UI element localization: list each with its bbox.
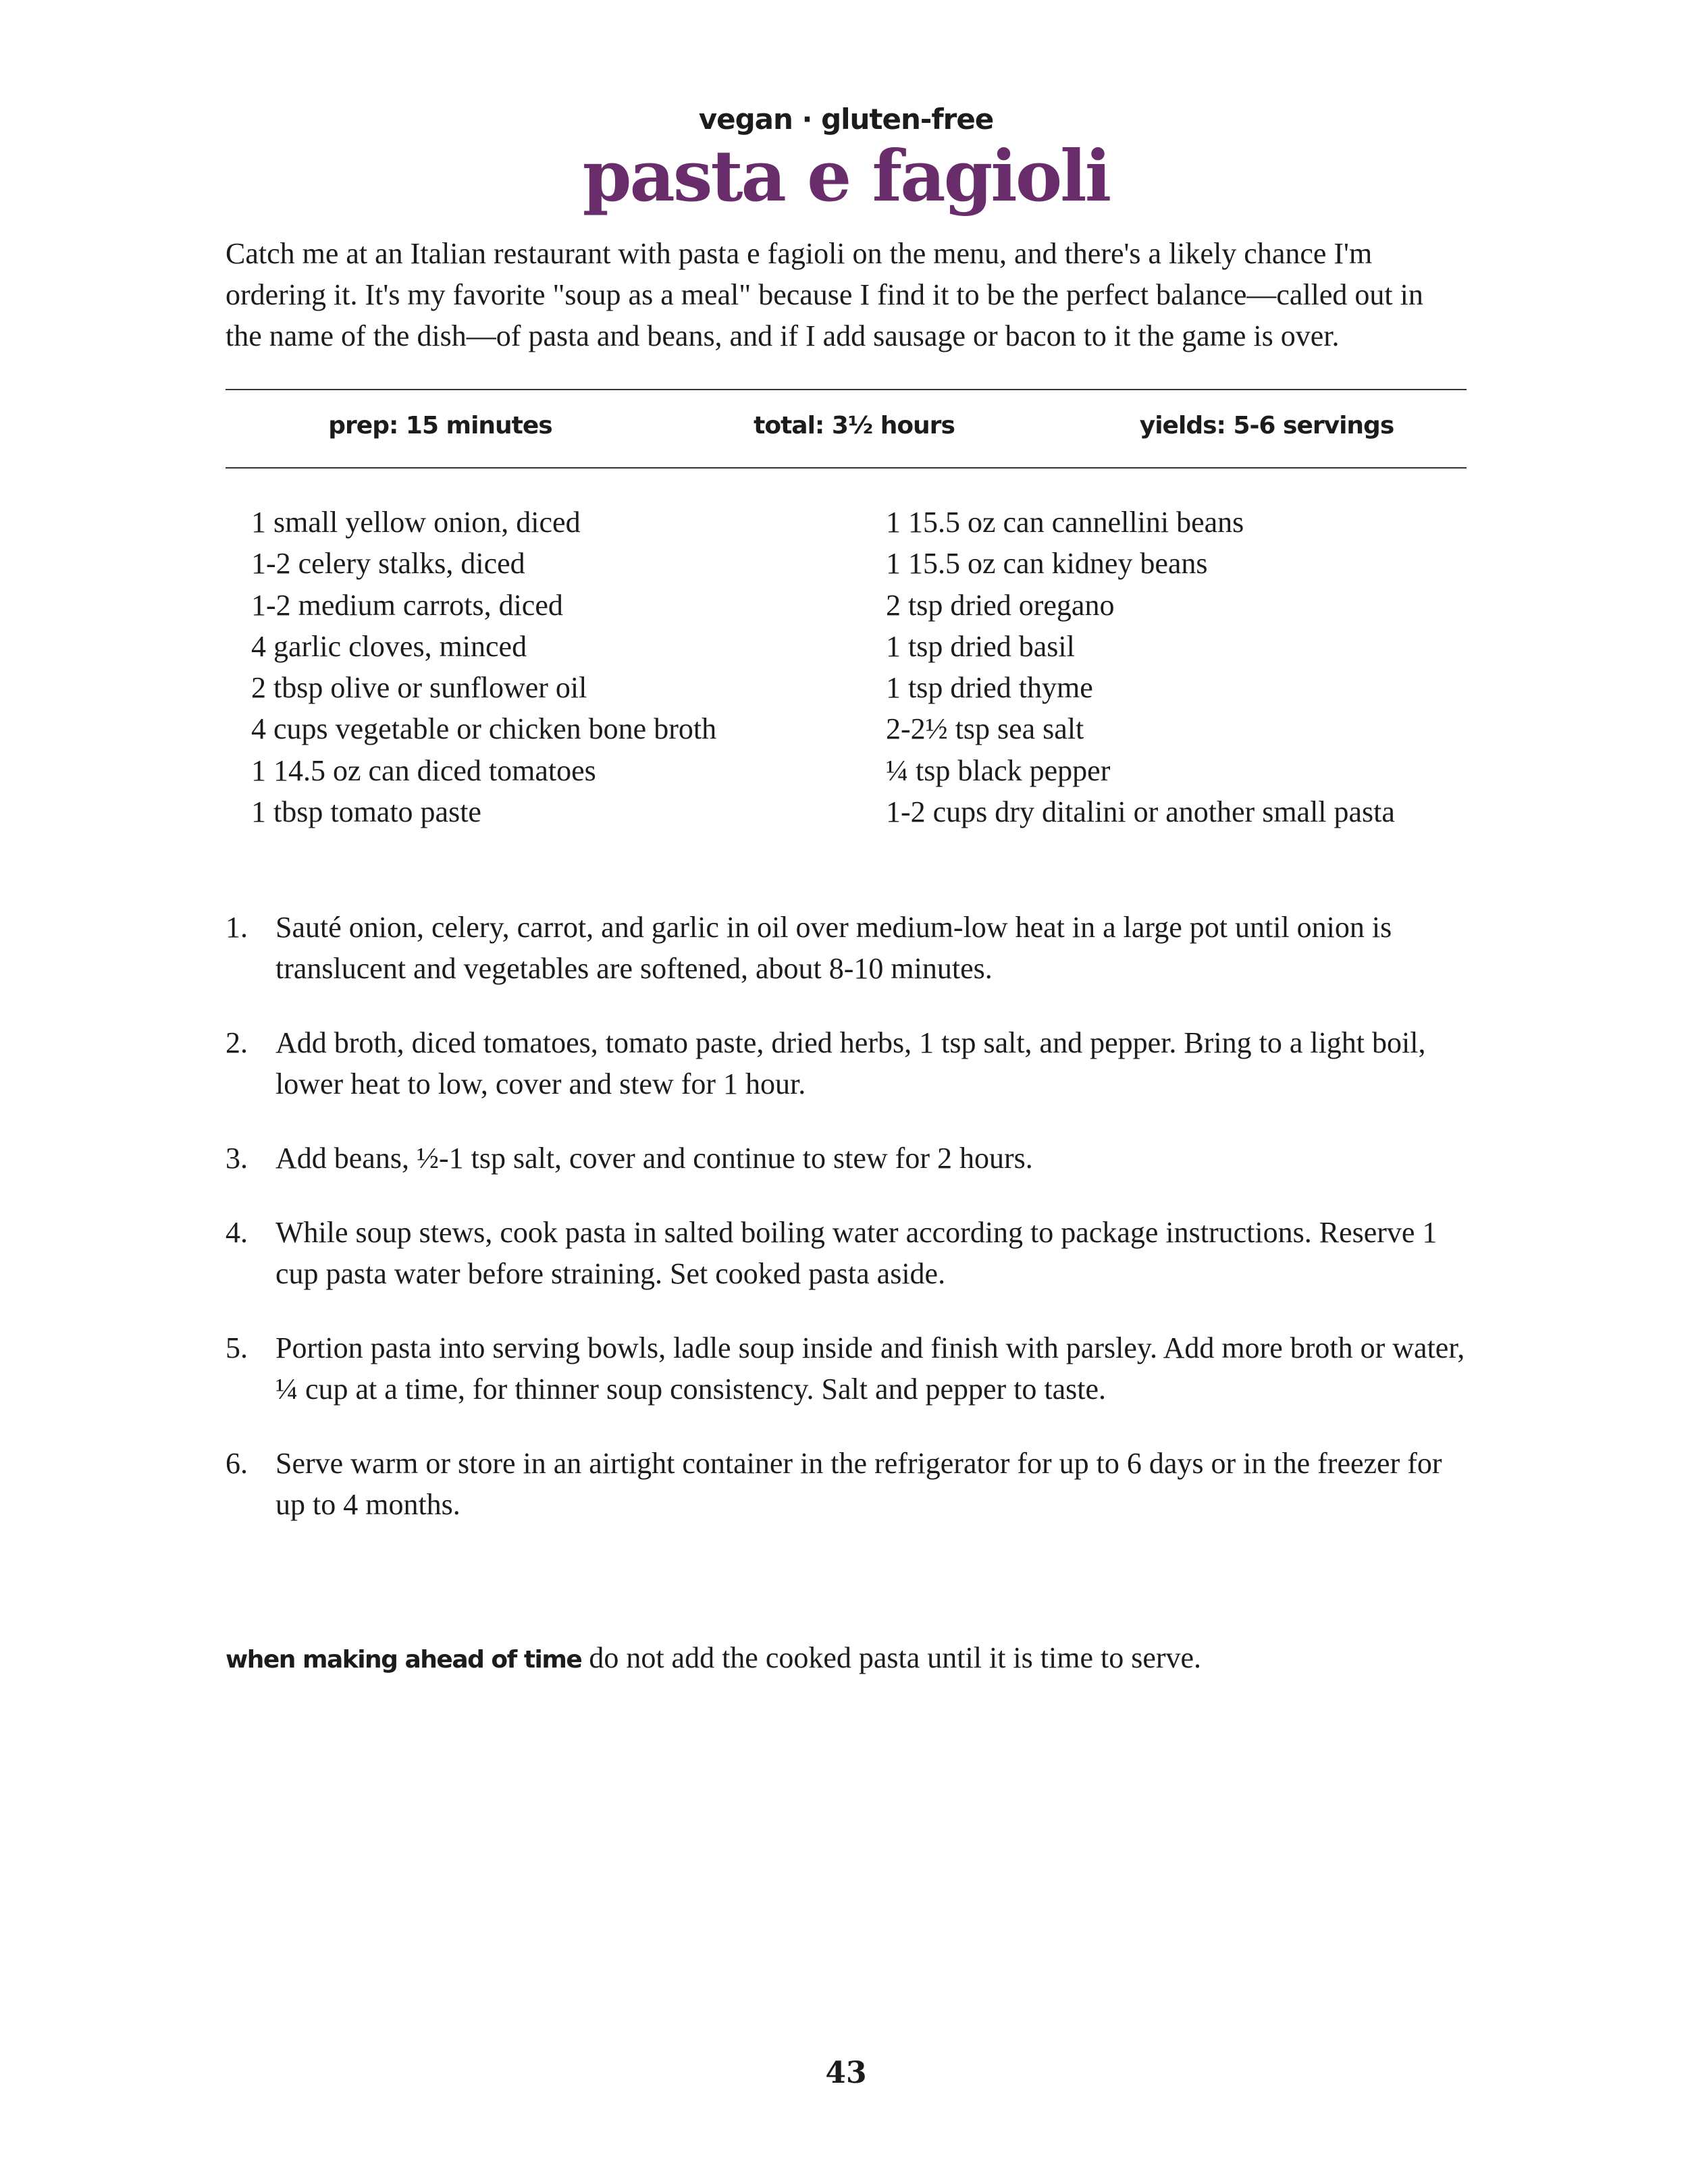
instruction-step bbox=[226, 1022, 1467, 1104]
ingredient-item: 1 tsp dried thyme bbox=[886, 671, 1093, 705]
divider-top bbox=[226, 389, 1467, 390]
yields: yields: 5-6 servings bbox=[1139, 412, 1394, 440]
ingredient-item: 2 tbsp olive or sunflower oil bbox=[251, 671, 587, 705]
ingredient-item: 2-2½ tsp sea salt bbox=[886, 712, 1084, 746]
ingredient-item: 4 garlic cloves, minced bbox=[251, 629, 527, 663]
step-number: 2. bbox=[226, 1026, 248, 1059]
step-number: 5. bbox=[226, 1331, 248, 1364]
instructions-list bbox=[226, 907, 1467, 1558]
recipe-title: pasta e fagioli bbox=[582, 134, 1110, 217]
page-number: 43 bbox=[825, 2056, 867, 2090]
ingredient-item: 1-2 cups dry ditalini or another small pasta bbox=[886, 795, 1395, 829]
instruction-step bbox=[226, 907, 1467, 989]
step-number: 6. bbox=[226, 1447, 248, 1480]
ingredients-left bbox=[251, 502, 845, 832]
step-text: While soup stews, cook pasta in salted boiling water according to package instructions. Reserve 1 cup pasta water before straining. Set cooked pasta aside. bbox=[275, 1216, 1438, 1290]
ingredient-item: 1 small yellow onion, diced bbox=[251, 506, 581, 539]
ingredients-right bbox=[886, 502, 1467, 832]
ingredient-item: 1-2 medium carrots, diced bbox=[251, 588, 563, 622]
recipe-tags: vegan · gluten-free bbox=[698, 103, 994, 136]
recipe-meta bbox=[226, 412, 1467, 446]
instruction-step bbox=[226, 1138, 1467, 1179]
total-time: total: 3½ hours bbox=[754, 412, 955, 440]
step-text: Add beans, ½-1 tsp salt, cover and continue to stew for 2 hours. bbox=[275, 1142, 1033, 1175]
ingredient-item: 1 tsp dried basil bbox=[886, 629, 1075, 663]
instruction-step bbox=[226, 1212, 1467, 1294]
recipe-intro: Catch me at an Italian restaurant with pasta e fagioli on the menu, and there's a likely chance I'm ordering it. It's my favorite "soup as a meal" because I find it to be the perfect balance—called out in the name of the dish—of pasta and beans, and if I add sausage or bacon to it the game is over. bbox=[226, 237, 1423, 352]
step-text: Sauté onion, celery, carrot, and garlic in oil over medium-low heat in a large pot until onion is translucent and vegetables are softened, about 8-10 minutes. bbox=[275, 911, 1392, 985]
instruction-step bbox=[226, 1327, 1467, 1410]
ingredient-item: 2 tsp dried oregano bbox=[886, 588, 1115, 622]
instruction-step bbox=[226, 1443, 1467, 1525]
ingredient-item: 1-2 celery stalks, diced bbox=[251, 547, 525, 581]
ingredient-item: 1 14.5 oz can diced tomatoes bbox=[251, 753, 596, 787]
ingredient-item: 4 cups vegetable or chicken bone broth bbox=[251, 712, 717, 746]
divider-bottom bbox=[226, 467, 1467, 469]
ingredient-item: 1 15.5 oz can cannellini beans bbox=[886, 506, 1244, 539]
step-text: Serve warm or store in an airtight container in the refrigerator for up to 6 days or in the freezer for up to 4 months. bbox=[275, 1447, 1442, 1521]
step-number: 4. bbox=[226, 1216, 248, 1249]
ingredient-item: ¼ tsp black pepper bbox=[886, 753, 1111, 787]
make-ahead-note bbox=[226, 1637, 1467, 1680]
step-text: Add broth, diced tomatoes, tomato paste, dried herbs, 1 tsp salt, and pepper. Bring to a light boil, lower heat to low, cover and stew for 1 hour. bbox=[275, 1026, 1426, 1100]
note-text: do not add the cooked pasta until it is time to serve. bbox=[581, 1641, 1202, 1674]
ingredient-item: 1 15.5 oz can kidney beans bbox=[886, 547, 1208, 581]
prep-time: prep: 15 minutes bbox=[328, 412, 552, 440]
step-number: 3. bbox=[226, 1142, 248, 1175]
step-text: Portion pasta into serving bowls, ladle soup inside and finish with parsley. Add more broth or water, ¼ cup at a time, for thinner soup consistency. Salt and pepper to taste. bbox=[275, 1331, 1465, 1406]
step-number: 1. bbox=[226, 911, 248, 944]
note-lead: when making ahead of time bbox=[226, 1646, 582, 1674]
ingredient-item: 1 tbsp tomato paste bbox=[251, 795, 481, 829]
recipe-page bbox=[226, 0, 1467, 2184]
